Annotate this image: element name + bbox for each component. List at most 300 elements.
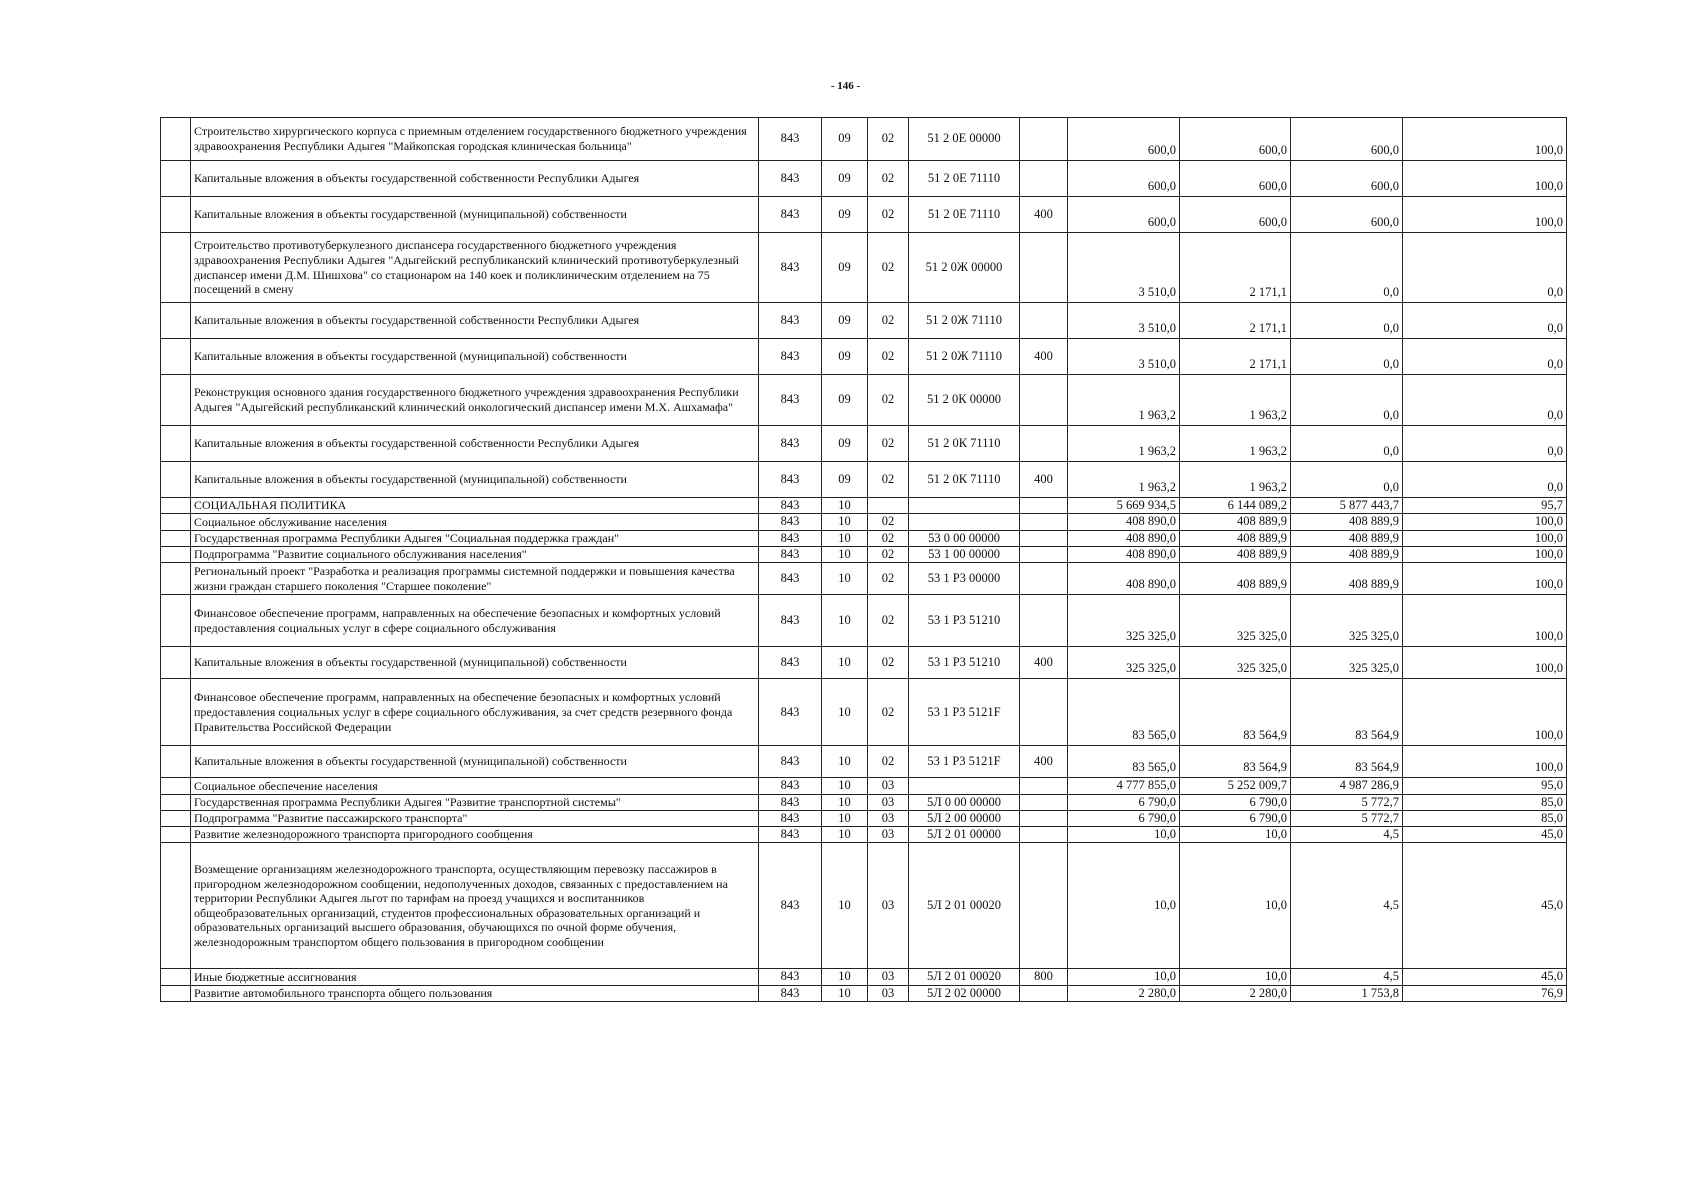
- row-marker-cell: [161, 647, 191, 679]
- ved-code-cell: 843: [759, 778, 822, 794]
- table-row: [161, 679, 1567, 746]
- approved-amount-cell: 83 565,0: [1068, 679, 1180, 746]
- executed-amount-cell: 0,0: [1291, 426, 1403, 462]
- table-row: [161, 530, 1567, 546]
- revised-amount-cell: 83 564,9: [1180, 679, 1291, 746]
- target-article-cell: [909, 514, 1020, 530]
- execution-percent-cell: 95,0: [1403, 778, 1567, 794]
- revised-amount-cell: 408 889,9: [1180, 514, 1291, 530]
- target-article-cell: [909, 498, 1020, 514]
- execution-percent-cell: 0,0: [1403, 462, 1567, 498]
- executed-amount-cell: 5 772,7: [1291, 794, 1403, 810]
- target-article-cell: 5Л 2 00 00000: [909, 810, 1020, 826]
- expense-type-cell: [1020, 514, 1068, 530]
- expense-type-cell: 400: [1020, 462, 1068, 498]
- approved-amount-cell: 6 790,0: [1068, 810, 1180, 826]
- executed-amount-cell: 1 753,8: [1291, 985, 1403, 1001]
- section-code-cell: 10: [822, 514, 868, 530]
- subsection-code-cell: 03: [868, 843, 909, 969]
- ved-code-cell: 843: [759, 563, 822, 595]
- expense-type-cell: [1020, 843, 1068, 969]
- executed-amount-cell: 325 325,0: [1291, 647, 1403, 679]
- executed-amount-cell: 408 889,9: [1291, 514, 1403, 530]
- section-code-cell: 10: [822, 778, 868, 794]
- row-marker-cell: [161, 514, 191, 530]
- ved-code-cell: 843: [759, 595, 822, 647]
- row-name-cell: Государственная программа Республики Адыгея "Развитие транспортной системы": [191, 794, 759, 810]
- ved-code-cell: 843: [759, 746, 822, 778]
- subsection-code-cell: 02: [868, 530, 909, 546]
- expense-type-cell: [1020, 118, 1068, 161]
- row-name-cell: Иные бюджетные ассигнования: [191, 969, 759, 985]
- section-code-cell: 10: [822, 969, 868, 985]
- page-number: - 146 -: [830, 80, 861, 92]
- approved-amount-cell: 1 963,2: [1068, 462, 1180, 498]
- revised-amount-cell: 2 280,0: [1180, 985, 1291, 1001]
- row-marker-cell: [161, 161, 191, 197]
- table-body: [161, 118, 1567, 1002]
- row-marker-cell: [161, 843, 191, 969]
- row-name-cell: Подпрограмма "Развитие социального обслуживания населения": [191, 546, 759, 562]
- section-code-cell: 09: [822, 161, 868, 197]
- section-code-cell: 10: [822, 985, 868, 1001]
- table-row: [161, 843, 1567, 969]
- ved-code-cell: 843: [759, 679, 822, 746]
- table-row: [161, 794, 1567, 810]
- executed-amount-cell: 600,0: [1291, 161, 1403, 197]
- row-marker-cell: [161, 339, 191, 375]
- row-marker-cell: [161, 426, 191, 462]
- subsection-code-cell: 03: [868, 827, 909, 843]
- ved-code-cell: 843: [759, 530, 822, 546]
- expense-type-cell: [1020, 161, 1068, 197]
- approved-amount-cell: 1 963,2: [1068, 426, 1180, 462]
- execution-percent-cell: 85,0: [1403, 794, 1567, 810]
- target-article-cell: 53 1 P3 5121F: [909, 746, 1020, 778]
- row-marker-cell: [161, 197, 191, 233]
- section-code-cell: 10: [822, 827, 868, 843]
- expense-type-cell: [1020, 778, 1068, 794]
- executed-amount-cell: 325 325,0: [1291, 595, 1403, 647]
- expense-type-cell: [1020, 530, 1068, 546]
- executed-amount-cell: 408 889,9: [1291, 530, 1403, 546]
- revised-amount-cell: 1 963,2: [1180, 426, 1291, 462]
- execution-percent-cell: 76,9: [1403, 985, 1567, 1001]
- table-row: [161, 303, 1567, 339]
- expense-type-cell: [1020, 498, 1068, 514]
- section-code-cell: 09: [822, 197, 868, 233]
- revised-amount-cell: 6 144 089,2: [1180, 498, 1291, 514]
- section-code-cell: 09: [822, 303, 868, 339]
- target-article-cell: 5Л 2 01 00000: [909, 827, 1020, 843]
- revised-amount-cell: 408 889,9: [1180, 530, 1291, 546]
- table-row: [161, 426, 1567, 462]
- row-name-cell: Государственная программа Республики Адыгея "Социальная поддержка граждан": [191, 530, 759, 546]
- row-name-cell: Строительство противотуберкулезного диспансера государственного бюджетного учреждения здравоохранения Республики Адыгея "Адыгейский республиканский клинический противотуберкулезный диспансер имени Д.М. Шишхова" со стационаром на 140 коек и поликлиническим отделением на 75 посещений в смену: [191, 233, 759, 303]
- execution-percent-cell: 100,0: [1403, 161, 1567, 197]
- target-article-cell: 5Л 2 01 00020: [909, 843, 1020, 969]
- approved-amount-cell: 5 669 934,5: [1068, 498, 1180, 514]
- table-row: [161, 462, 1567, 498]
- executed-amount-cell: 0,0: [1291, 339, 1403, 375]
- row-name-cell: Социальное обеспечение населения: [191, 778, 759, 794]
- section-code-cell: 09: [822, 118, 868, 161]
- subsection-code-cell: [868, 498, 909, 514]
- subsection-code-cell: 02: [868, 375, 909, 426]
- subsection-code-cell: 03: [868, 985, 909, 1001]
- executed-amount-cell: 4,5: [1291, 843, 1403, 969]
- table-row: [161, 118, 1567, 161]
- table-row: [161, 233, 1567, 303]
- subsection-code-cell: 03: [868, 810, 909, 826]
- row-name-cell: Финансовое обеспечение программ, направленных на обеспечение безопасных и комфортных условий предоставления социальных услуг в сфере социального обслуживания: [191, 595, 759, 647]
- section-code-cell: 10: [822, 794, 868, 810]
- row-marker-cell: [161, 778, 191, 794]
- target-article-cell: 51 2 0Ж 71110: [909, 339, 1020, 375]
- section-code-cell: 10: [822, 595, 868, 647]
- table-row: [161, 778, 1567, 794]
- subsection-code-cell: 02: [868, 514, 909, 530]
- subsection-code-cell: 02: [868, 118, 909, 161]
- approved-amount-cell: 325 325,0: [1068, 647, 1180, 679]
- execution-percent-cell: 100,0: [1403, 546, 1567, 562]
- row-name-cell: Развитие автомобильного транспорта общего пользования: [191, 985, 759, 1001]
- target-article-cell: 51 2 0К 71110: [909, 462, 1020, 498]
- execution-percent-cell: 100,0: [1403, 118, 1567, 161]
- revised-amount-cell: 600,0: [1180, 197, 1291, 233]
- row-marker-cell: [161, 794, 191, 810]
- table-row: [161, 985, 1567, 1001]
- ved-code-cell: 843: [759, 498, 822, 514]
- row-marker-cell: [161, 827, 191, 843]
- expense-type-cell: [1020, 810, 1068, 826]
- budget-table-sheet: [160, 117, 1566, 1002]
- target-article-cell: 51 2 0Е 71110: [909, 161, 1020, 197]
- revised-amount-cell: 10,0: [1180, 843, 1291, 969]
- revised-amount-cell: 408 889,9: [1180, 546, 1291, 562]
- approved-amount-cell: 4 777 855,0: [1068, 778, 1180, 794]
- table-row: [161, 746, 1567, 778]
- expense-type-cell: [1020, 827, 1068, 843]
- target-article-cell: 53 1 00 00000: [909, 546, 1020, 562]
- approved-amount-cell: 600,0: [1068, 197, 1180, 233]
- row-name-cell: Подпрограмма "Развитие пассажирского транспорта": [191, 810, 759, 826]
- table-row: [161, 498, 1567, 514]
- row-marker-cell: [161, 530, 191, 546]
- budget-table: [160, 117, 1567, 1002]
- expense-type-cell: 400: [1020, 746, 1068, 778]
- executed-amount-cell: 408 889,9: [1291, 563, 1403, 595]
- execution-percent-cell: 100,0: [1403, 514, 1567, 530]
- expense-type-cell: [1020, 375, 1068, 426]
- section-code-cell: 10: [822, 647, 868, 679]
- target-article-cell: 51 2 0Е 00000: [909, 118, 1020, 161]
- target-article-cell: 51 2 0К 71110: [909, 426, 1020, 462]
- revised-amount-cell: 10,0: [1180, 969, 1291, 985]
- execution-percent-cell: 45,0: [1403, 969, 1567, 985]
- table-row: [161, 827, 1567, 843]
- section-code-cell: 09: [822, 339, 868, 375]
- executed-amount-cell: 0,0: [1291, 462, 1403, 498]
- ved-code-cell: 843: [759, 161, 822, 197]
- executed-amount-cell: 0,0: [1291, 303, 1403, 339]
- execution-percent-cell: 95,7: [1403, 498, 1567, 514]
- row-marker-cell: [161, 810, 191, 826]
- executed-amount-cell: 83 564,9: [1291, 746, 1403, 778]
- row-name-cell: Развитие железнодорожного транспорта пригородного сообщения: [191, 827, 759, 843]
- approved-amount-cell: 6 790,0: [1068, 794, 1180, 810]
- ved-code-cell: 843: [759, 462, 822, 498]
- section-code-cell: 10: [822, 563, 868, 595]
- subsection-code-cell: 02: [868, 563, 909, 595]
- section-code-cell: 10: [822, 746, 868, 778]
- executed-amount-cell: 4 987 286,9: [1291, 778, 1403, 794]
- executed-amount-cell: 5 772,7: [1291, 810, 1403, 826]
- revised-amount-cell: 10,0: [1180, 827, 1291, 843]
- expense-type-cell: 400: [1020, 647, 1068, 679]
- executed-amount-cell: 0,0: [1291, 375, 1403, 426]
- ved-code-cell: 843: [759, 647, 822, 679]
- subsection-code-cell: 02: [868, 426, 909, 462]
- subsection-code-cell: 02: [868, 679, 909, 746]
- approved-amount-cell: 10,0: [1068, 969, 1180, 985]
- table-row: [161, 969, 1567, 985]
- row-marker-cell: [161, 985, 191, 1001]
- revised-amount-cell: 2 171,1: [1180, 303, 1291, 339]
- subsection-code-cell: 02: [868, 746, 909, 778]
- row-marker-cell: [161, 679, 191, 746]
- subsection-code-cell: 02: [868, 462, 909, 498]
- executed-amount-cell: 408 889,9: [1291, 546, 1403, 562]
- subsection-code-cell: 02: [868, 595, 909, 647]
- row-name-cell: Капитальные вложения в объекты государственной (муниципальной) собственности: [191, 197, 759, 233]
- section-code-cell: 10: [822, 679, 868, 746]
- execution-percent-cell: 0,0: [1403, 303, 1567, 339]
- ved-code-cell: 843: [759, 303, 822, 339]
- approved-amount-cell: 408 890,0: [1068, 530, 1180, 546]
- revised-amount-cell: 600,0: [1180, 161, 1291, 197]
- row-marker-cell: [161, 595, 191, 647]
- expense-type-cell: [1020, 426, 1068, 462]
- row-marker-cell: [161, 375, 191, 426]
- ved-code-cell: 843: [759, 969, 822, 985]
- approved-amount-cell: 10,0: [1068, 827, 1180, 843]
- ved-code-cell: 843: [759, 985, 822, 1001]
- row-name-cell: Капитальные вложения в объекты государственной (муниципальной) собственности: [191, 462, 759, 498]
- row-name-cell: Капитальные вложения в объекты государственной (муниципальной) собственности: [191, 647, 759, 679]
- expense-type-cell: [1020, 546, 1068, 562]
- row-name-cell: Капитальные вложения в объекты государственной собственности Республики Адыгея: [191, 303, 759, 339]
- row-name-cell: Социальное обслуживание населения: [191, 514, 759, 530]
- expense-type-cell: [1020, 303, 1068, 339]
- subsection-code-cell: 02: [868, 339, 909, 375]
- ved-code-cell: 843: [759, 375, 822, 426]
- execution-percent-cell: 100,0: [1403, 746, 1567, 778]
- target-article-cell: 51 2 0Е 71110: [909, 197, 1020, 233]
- executed-amount-cell: 0,0: [1291, 233, 1403, 303]
- target-article-cell: 53 1 P3 51210: [909, 595, 1020, 647]
- table-row: [161, 563, 1567, 595]
- execution-percent-cell: 45,0: [1403, 827, 1567, 843]
- ved-code-cell: 843: [759, 426, 822, 462]
- section-code-cell: 09: [822, 426, 868, 462]
- revised-amount-cell: 600,0: [1180, 118, 1291, 161]
- table-row: [161, 546, 1567, 562]
- approved-amount-cell: 3 510,0: [1068, 233, 1180, 303]
- revised-amount-cell: 83 564,9: [1180, 746, 1291, 778]
- section-code-cell: 10: [822, 810, 868, 826]
- row-marker-cell: [161, 303, 191, 339]
- row-marker-cell: [161, 969, 191, 985]
- approved-amount-cell: 600,0: [1068, 161, 1180, 197]
- revised-amount-cell: 408 889,9: [1180, 563, 1291, 595]
- ved-code-cell: 843: [759, 794, 822, 810]
- ved-code-cell: 843: [759, 514, 822, 530]
- execution-percent-cell: 0,0: [1403, 426, 1567, 462]
- executed-amount-cell: 4,5: [1291, 969, 1403, 985]
- table-row: [161, 197, 1567, 233]
- section-code-cell: 09: [822, 375, 868, 426]
- row-name-cell: Возмещение организациям железнодорожного транспорта, осуществляющим перевозку пассажиров в пригородном железнодорожном сообщении, недополученных доходов, связанных с предоставлением на территории Республики Адыгея льгот по тарифам на проезд учащихся и воспитанников общеобразовательных организаций, студентов профессиональных образовательных организаций и образовательных организаций высшего образования, обучающихся по очной форме обучения, железнодорожным транспортом общего пользования в пригородном сообщении: [191, 843, 759, 969]
- execution-percent-cell: 100,0: [1403, 647, 1567, 679]
- expense-type-cell: [1020, 563, 1068, 595]
- approved-amount-cell: 3 510,0: [1068, 303, 1180, 339]
- revised-amount-cell: 6 790,0: [1180, 810, 1291, 826]
- row-marker-cell: [161, 498, 191, 514]
- table-row: [161, 375, 1567, 426]
- target-article-cell: 53 1 P3 51210: [909, 647, 1020, 679]
- ved-code-cell: 843: [759, 118, 822, 161]
- target-article-cell: 53 1 P3 00000: [909, 563, 1020, 595]
- approved-amount-cell: 2 280,0: [1068, 985, 1180, 1001]
- section-code-cell: 10: [822, 843, 868, 969]
- subsection-code-cell: 02: [868, 303, 909, 339]
- row-marker-cell: [161, 546, 191, 562]
- revised-amount-cell: 1 963,2: [1180, 375, 1291, 426]
- execution-percent-cell: 0,0: [1403, 375, 1567, 426]
- subsection-code-cell: 02: [868, 161, 909, 197]
- expense-type-cell: 800: [1020, 969, 1068, 985]
- table-row: [161, 161, 1567, 197]
- section-code-cell: 10: [822, 546, 868, 562]
- approved-amount-cell: 83 565,0: [1068, 746, 1180, 778]
- executed-amount-cell: 4,5: [1291, 827, 1403, 843]
- ved-code-cell: 843: [759, 810, 822, 826]
- approved-amount-cell: 600,0: [1068, 118, 1180, 161]
- expense-type-cell: 400: [1020, 197, 1068, 233]
- revised-amount-cell: 325 325,0: [1180, 595, 1291, 647]
- target-article-cell: 53 0 00 00000: [909, 530, 1020, 546]
- ved-code-cell: 843: [759, 197, 822, 233]
- subsection-code-cell: 02: [868, 197, 909, 233]
- revised-amount-cell: 2 171,1: [1180, 233, 1291, 303]
- expense-type-cell: [1020, 679, 1068, 746]
- ved-code-cell: 843: [759, 233, 822, 303]
- revised-amount-cell: 1 963,2: [1180, 462, 1291, 498]
- ved-code-cell: 843: [759, 546, 822, 562]
- expense-type-cell: 400: [1020, 339, 1068, 375]
- table-row: [161, 810, 1567, 826]
- row-marker-cell: [161, 563, 191, 595]
- subsection-code-cell: 03: [868, 794, 909, 810]
- target-article-cell: 53 1 P3 5121F: [909, 679, 1020, 746]
- execution-percent-cell: 0,0: [1403, 339, 1567, 375]
- expense-type-cell: [1020, 595, 1068, 647]
- target-article-cell: 51 2 0Ж 00000: [909, 233, 1020, 303]
- approved-amount-cell: 3 510,0: [1068, 339, 1180, 375]
- row-name-cell: Капитальные вложения в объекты государственной (муниципальной) собственности: [191, 339, 759, 375]
- approved-amount-cell: 325 325,0: [1068, 595, 1180, 647]
- row-name-cell: Капитальные вложения в объекты государственной собственности Республики Адыгея: [191, 426, 759, 462]
- target-article-cell: 5Л 0 00 00000: [909, 794, 1020, 810]
- ved-code-cell: 843: [759, 339, 822, 375]
- approved-amount-cell: 408 890,0: [1068, 546, 1180, 562]
- executed-amount-cell: 600,0: [1291, 197, 1403, 233]
- execution-percent-cell: 85,0: [1403, 810, 1567, 826]
- subsection-code-cell: 02: [868, 647, 909, 679]
- executed-amount-cell: 600,0: [1291, 118, 1403, 161]
- expense-type-cell: [1020, 233, 1068, 303]
- table-row: [161, 647, 1567, 679]
- table-row: [161, 339, 1567, 375]
- ved-code-cell: 843: [759, 827, 822, 843]
- table-row: [161, 595, 1567, 647]
- row-name-cell: Реконструкция основного здания государственного бюджетного учреждения здравоохранения Республики Адыгея "Адыгейский республиканский клинический онкологический диспансер имени М.Х. Ашхамафа": [191, 375, 759, 426]
- subsection-code-cell: 02: [868, 546, 909, 562]
- row-name-cell: СОЦИАЛЬНАЯ ПОЛИТИКА: [191, 498, 759, 514]
- execution-percent-cell: 100,0: [1403, 530, 1567, 546]
- row-marker-cell: [161, 118, 191, 161]
- row-name-cell: Капитальные вложения в объекты государственной собственности Республики Адыгея: [191, 161, 759, 197]
- section-code-cell: 09: [822, 462, 868, 498]
- execution-percent-cell: 100,0: [1403, 563, 1567, 595]
- subsection-code-cell: 03: [868, 778, 909, 794]
- executed-amount-cell: 83 564,9: [1291, 679, 1403, 746]
- expense-type-cell: [1020, 985, 1068, 1001]
- execution-percent-cell: 100,0: [1403, 595, 1567, 647]
- target-article-cell: 5Л 2 01 00020: [909, 969, 1020, 985]
- row-name-cell: Финансовое обеспечение программ, направленных на обеспечение безопасных и комфортных условий предоставления социальных услуг в сфере социального обслуживания, за счет средств резервного фонда Правительства Российской Федерации: [191, 679, 759, 746]
- approved-amount-cell: 1 963,2: [1068, 375, 1180, 426]
- row-marker-cell: [161, 233, 191, 303]
- revised-amount-cell: 5 252 009,7: [1180, 778, 1291, 794]
- target-article-cell: 51 2 0Ж 71110: [909, 303, 1020, 339]
- row-name-cell: Капитальные вложения в объекты государственной (муниципальной) собственности: [191, 746, 759, 778]
- target-article-cell: 5Л 2 02 00000: [909, 985, 1020, 1001]
- row-marker-cell: [161, 746, 191, 778]
- row-marker-cell: [161, 462, 191, 498]
- revised-amount-cell: 2 171,1: [1180, 339, 1291, 375]
- execution-percent-cell: 100,0: [1403, 197, 1567, 233]
- subsection-code-cell: 02: [868, 233, 909, 303]
- section-code-cell: 09: [822, 233, 868, 303]
- execution-percent-cell: 100,0: [1403, 679, 1567, 746]
- row-name-cell: Строительство хирургического корпуса с приемным отделением государственного бюджетного учреждения здравоохранения Республики Адыгея "Майкопская городская клиническая больница": [191, 118, 759, 161]
- approved-amount-cell: 408 890,0: [1068, 514, 1180, 530]
- expense-type-cell: [1020, 794, 1068, 810]
- ved-code-cell: 843: [759, 843, 822, 969]
- section-code-cell: 10: [822, 530, 868, 546]
- approved-amount-cell: 10,0: [1068, 843, 1180, 969]
- target-article-cell: [909, 778, 1020, 794]
- table-row: [161, 514, 1567, 530]
- executed-amount-cell: 5 877 443,7: [1291, 498, 1403, 514]
- revised-amount-cell: 6 790,0: [1180, 794, 1291, 810]
- subsection-code-cell: 03: [868, 969, 909, 985]
- execution-percent-cell: 45,0: [1403, 843, 1567, 969]
- approved-amount-cell: 408 890,0: [1068, 563, 1180, 595]
- section-code-cell: 10: [822, 498, 868, 514]
